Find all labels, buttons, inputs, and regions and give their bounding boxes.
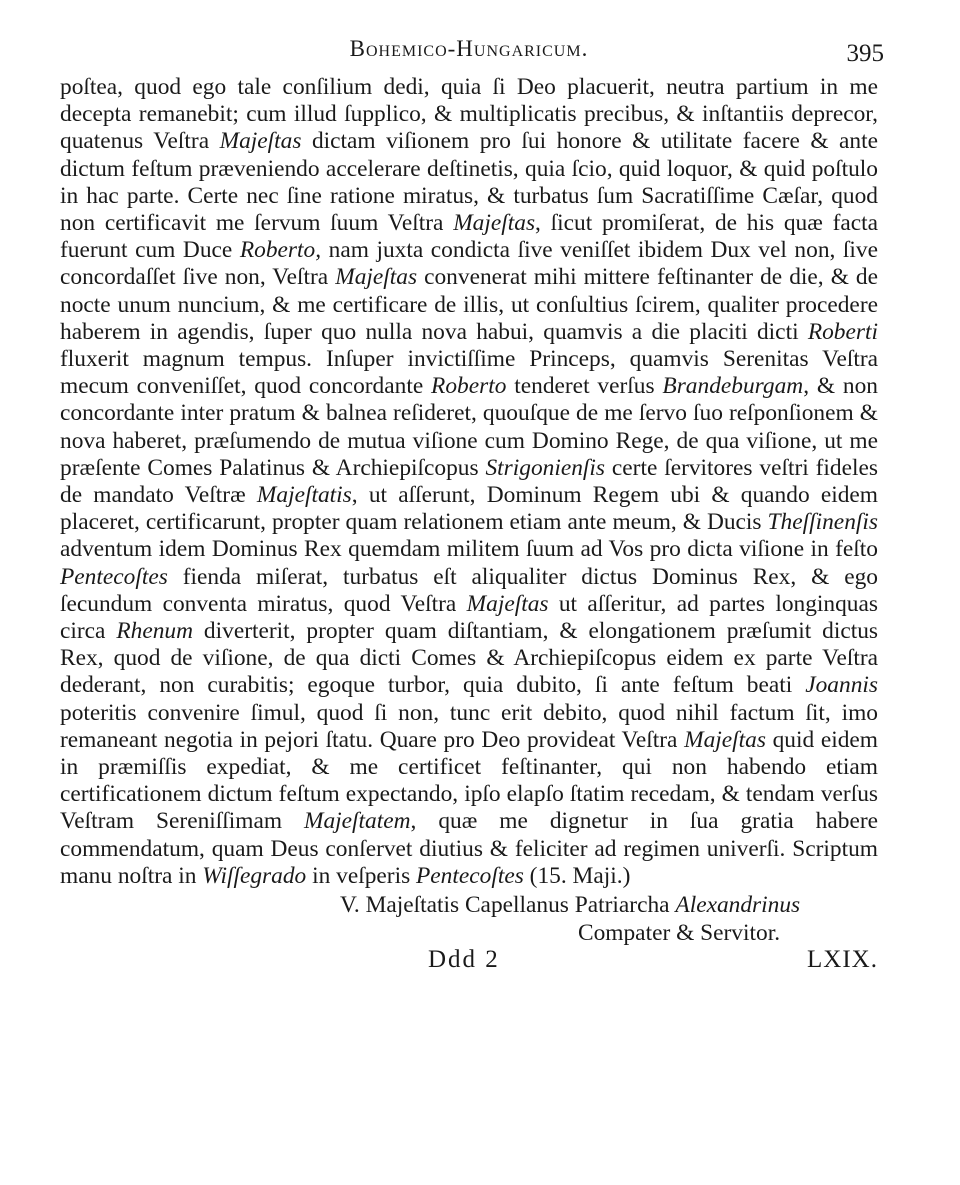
running-head [60,30,884,74]
italic-name: Rhenum [116,618,194,645]
signature-line: Compater & Servitor. [578,920,781,947]
running-title: Bohemico-Hungaricum. [349,36,589,61]
text-segment: , ut aſſerunt, Dominum Regem ubi & quando eidem placeret, certificarunt, propter quam relationem etiam ante meum, & Ducis [60,482,878,536]
text-segment: quid eidem in præmiſſis expediat, & me certificet feſtinanter, qui non habendo etiam certificationem dictum feſtum expectando, ipſo elapſo ſtatim recedam, & tendam verſus Veſtram Sereniſſimam [60,726,878,835]
italic-name: Majeſtatis [256,482,352,509]
italic-name: Roberti [807,318,878,345]
text-segment: convenerat mihi mittere feſtinanter de die, & de nocte unum nuncium, & me certificare de illis, ut conſultius ſcirem, qualiter procedere haberem in agendis, ſuper quo nulla nova habui, quamvis a die placiti dicti [60,264,879,345]
italic-name: Majeſtas [684,726,766,753]
italic-name: Wiſſegrado [202,862,307,889]
page-footer [60,946,878,1016]
italic-name: Joannis [805,672,878,699]
text-segment: poteritis convenire ſimul, quod ſi non, tunc erit debito, quod nihil factum ſit, imo remaneant negotia in pejori ſtatu. Quare pro Deo provideat Veſtra [60,699,878,753]
text-segment: diverterit, propter quam diſtantiam, & elongationem præſumit dictus Rex, quod de viſione, de qua dicti Comes & Archiepiſcopus eidem ex parte Veſtra dederant, non curabitis; egoque turbor, quia dubito, ſi ante feſtum beati [60,618,878,699]
page-number: 395 [846,40,884,67]
italic-name: Pentecoſtes [60,563,168,590]
text-segment: certe ſervitores veſtri fideles de mandato Veſtræ [60,454,878,509]
text-segment: (15. Maji.) [523,862,631,889]
italic-name: Strigonienſis [485,454,606,481]
text-segment: in veſperis [306,862,417,889]
printer-signature-mark: Ddd 2 [428,946,500,974]
text-segment: fienda miſerat, turbatus eſt aliqualiter dictus Dominus Rex, & ego ſecundum conventa miratus, quod Veſtra [60,563,878,617]
letter-body [60,74,878,890]
signature-line [340,892,800,919]
text-segment: dictam viſionem pro ſui honore & utilitate facere & ante dictum feſtum præveniendo accelerare deſtinetis, quia ſcio, quid loquor, & quid poſtulo in hac parte. Certe nec ſine ratione miratus, & turbatus ſum Sacratiſſime Cæſar, quod non certificavit me ſervum ſuum Veſtra [60,128,878,237]
italic-name: Theſſinenſis [767,509,878,536]
signature-text: V. Majeſtatis Capellanus Patriarcha [340,892,676,919]
italic-name: Majeſtas [453,210,536,237]
text-segment: nam juxta condicta ſive veniſſet ibidem Dux vel non, ſive concordaſſet ſive non, Veſtra [60,237,878,291]
italic-name: Pentecoſtes [416,862,524,889]
italic-name: Roberto, [239,237,322,264]
italic-name: Brandeburgam [662,373,804,400]
italic-name: Majeſtas [335,264,418,291]
italic-name: Roberto [431,373,507,400]
text-segment: , ſicut promiſerat, de his quæ facta fuerunt cum Duce [60,210,878,264]
book-page [60,30,884,1016]
text-segment: ut aſſeritur, ad partes longinquas circa [60,590,878,645]
italic-name: Majeſtatem [304,808,411,835]
italic-name: Majeſtas [466,590,549,617]
text-segment: tenderet verſus [506,373,663,400]
text-segment: fluxerit magnum tempus. Inſuper invictiſſime Princeps, quamvis Serenitas Veſtra mecum conveniſſet, quod concordante [60,346,878,400]
text-segment: adventum idem Dominus Rex quemdam militem ſuum ad Vos pro dicta viſione in feſto [60,536,878,563]
italic-name: Majeſtas [219,128,302,155]
signature-name: Alexandrinus [675,892,801,919]
text-segment: poſtea, quod ego tale conſilium dedi, quia ſi Deo placuerit, neutra partium in me decepta remanebit; cum illud ſupplico, & multiplicatis precibus, & inſtantiis deprecor, quatenus Veſtra [60,74,878,155]
text-segment: , quæ me dignetur in ſua gratia habere commendatum, quam Deus conſervet diutius & feliciter ad regimen univerſi. Scriptum manu noſtra in [60,808,878,889]
catchword: LXIX. [807,946,878,974]
text-segment: , & non concordante inter pratum & balnea reſideret, quouſque de me ſervo ſuo reſponſionem & nova haberet, præſumendo de mutua viſione cum Domino Rege, de qua viſione, ut me præſente Comes Palatinus & Archiepiſcopus [60,373,878,481]
